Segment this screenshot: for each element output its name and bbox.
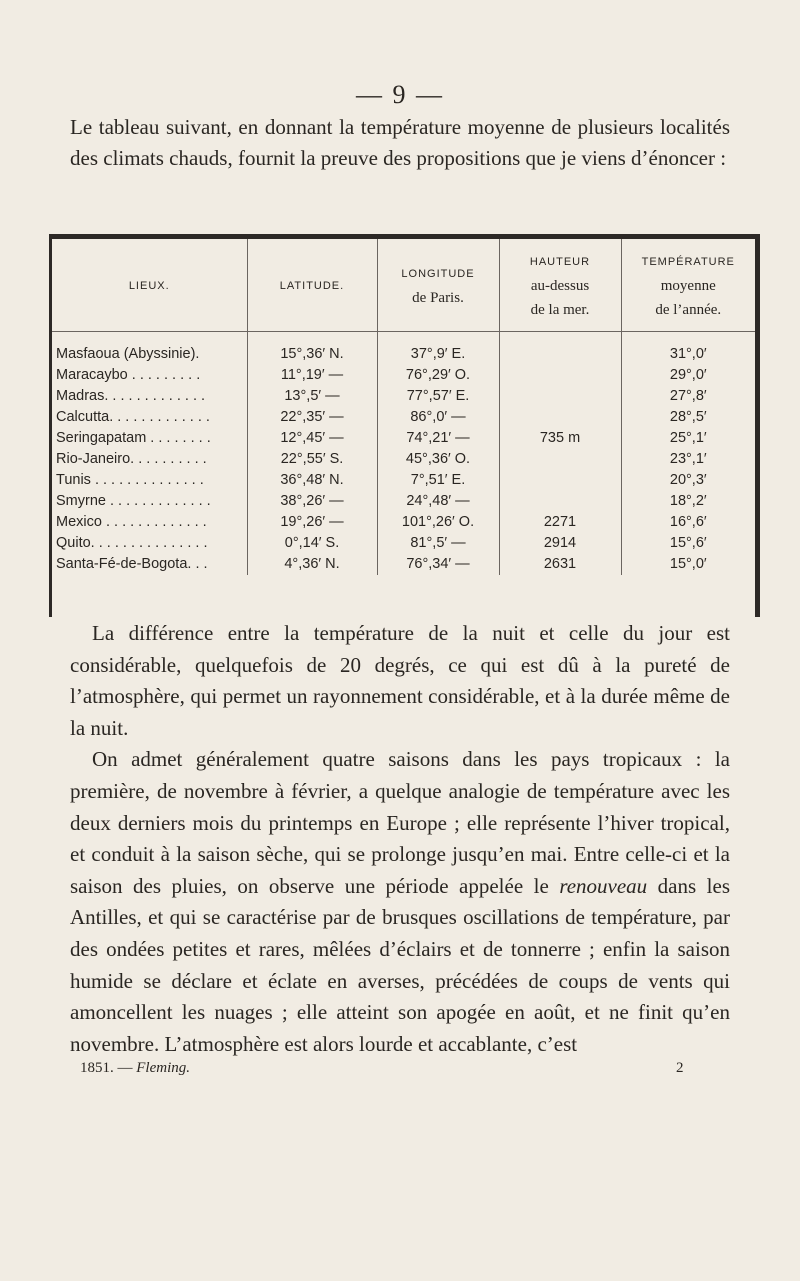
cell-longitude: 76°,29′ O. [377,365,499,386]
cell-place: Santa-Fé-de-Bogota. . . [52,554,247,575]
table-row [52,386,755,407]
header-latitude: LATITUDE. [247,239,377,332]
cell-longitude: 24°,48′ — [377,491,499,512]
cell-latitude: 19°,26′ — [247,512,377,533]
cell-place: Quito. . . . . . . . . . . . . . . [52,533,247,554]
cell-longitude: 77°,57′ E. [377,386,499,407]
cell-temperature: 25°,1′ [669,430,707,446]
cell-altitude [499,407,621,428]
cell-longitude: 37°,9′ E. [377,332,499,366]
cell-latitude: 22°,35′ — [247,407,377,428]
cell-longitude: 74°,21′ — [377,428,499,449]
cell-place: Masfaoua (Abyssinie). [52,332,247,366]
italic-term: renouveau [559,873,648,898]
cell-longitude: 86°,0′ — [377,407,499,428]
cell-latitude: 38°,26′ — [247,491,377,512]
table-row [52,512,755,533]
cell-temperature: 23°,1′ [669,451,707,467]
paragraph-day-night: La différence entre la température de la nuit et celle du jour est considérable, quelquefois de 20 degrés, ce qui est dû à la pureté de l’atmosphère, qui permet un rayonnement considérable, et à la durée même de la nuit. [70,621,730,740]
cell-altitude: 2631 [499,554,621,575]
cell-temperature: 16°,6′ [669,514,707,530]
cell-place: Seringapatam . . . . . . . . [52,428,247,449]
cell-latitude: 13°,5′ — [247,386,377,407]
cell-place: Smyrne . . . . . . . . . . . . . [52,491,247,512]
cell-latitude: 0°,14′ S. [247,533,377,554]
paragraph-seasons: On admet généralement quatre saisons dans les pays tropicaux : la première, de novembre à février, a quelque analogie de température avec les deux derniers mois du printemps en Europe ; elle représente l’hiver tropical, et conduit à la saison sèche, qui se prolonge jusqu’en mai. Entre celle-ci et la saison des pluies, on observe une période appelée le renouveau dans les Antilles, et qui se caractérise par de brusques oscillations de température, par des ondées petites et rares, mêlées d’éclairs et de tonnerre ; enfin la saison humide se déclare et éclate en averses, précédées de coups de vents qui amoncellent les nuages ; elle atteint son apogée en août, et ne finit qu’en novembre. L’atmosphère est alors lourde et accablante, c’est [70,747,730,1056]
header-lieux: LIEUX. [52,239,247,332]
table-row [52,533,755,554]
cell-place: Maracaybo . . . . . . . . . [52,365,247,386]
cell-latitude: 11°,19′ — [247,365,377,386]
footer-author: Fleming. [136,1060,190,1076]
footer-year: 1851. — [80,1060,133,1076]
cell-altitude [499,449,621,470]
cell-altitude: 735 m [499,428,621,449]
table-row [52,365,755,386]
intro-paragraph: Le tableau suivant, en donnant la température moyenne de plusieurs localités des climats chauds, fournit la preuve des propositions que je viens d’énoncer : [70,115,730,170]
table-row [52,554,755,575]
cell-longitude: 7°,51′ E. [377,470,499,491]
cell-altitude [499,470,621,491]
cell-temperature: 18°,2′ [669,493,707,509]
cell-latitude: 36°,48′ N. [247,470,377,491]
signature-number: 2 [676,1060,684,1076]
cell-altitude [499,386,621,407]
header-hauteur: HAUTEUR au-dessus de la mer. [499,239,621,332]
cell-altitude: 2271 [499,512,621,533]
table-row [52,428,755,449]
cell-latitude: 15°,36′ N. [247,332,377,366]
cell-temperature: 15°,0′ [669,556,707,572]
header-temperature: TEMPÉRATURE moyenne de l’année. [621,239,755,332]
cell-temperature: 28°,5′ [669,409,707,425]
cell-altitude [499,332,621,366]
cell-latitude: 22°,55′ S. [247,449,377,470]
cell-place: Tunis . . . . . . . . . . . . . . [52,470,247,491]
cell-latitude: 4°,36′ N. [247,554,377,575]
cell-altitude [499,365,621,386]
table-row [52,407,755,428]
cell-temperature: 20°,3′ [669,472,707,488]
cell-place: Madras. . . . . . . . . . . . . [52,386,247,407]
temperature-table [49,234,760,617]
cell-longitude: 101°,26′ O. [377,512,499,533]
cell-longitude: 45°,36′ O. [377,449,499,470]
cell-altitude: 2914 [499,533,621,554]
table-row [52,449,755,470]
cell-temperature: 31°,0′ [669,346,707,362]
cell-temperature: 27°,8′ [669,388,707,404]
cell-longitude: 81°,5′ — [377,533,499,554]
cell-temperature: 15°,6′ [669,535,707,551]
table-body [52,332,755,576]
table-row [52,332,755,366]
body-text [70,618,730,1060]
cell-place: Rio-Janeiro. . . . . . . . . . [52,449,247,470]
page-number: — 9 — [356,80,444,109]
footer-signature [80,1060,190,1077]
header-longitude: LONGITUDE de Paris. [377,239,499,332]
cell-altitude [499,491,621,512]
cell-place: Mexico . . . . . . . . . . . . . [52,512,247,533]
cell-longitude: 76°,34′ — [377,554,499,575]
table-row [52,491,755,512]
table-row [52,470,755,491]
cell-place: Calcutta. . . . . . . . . . . . . [52,407,247,428]
cell-latitude: 12°,45′ — [247,428,377,449]
cell-temperature: 29°,0′ [669,367,707,383]
